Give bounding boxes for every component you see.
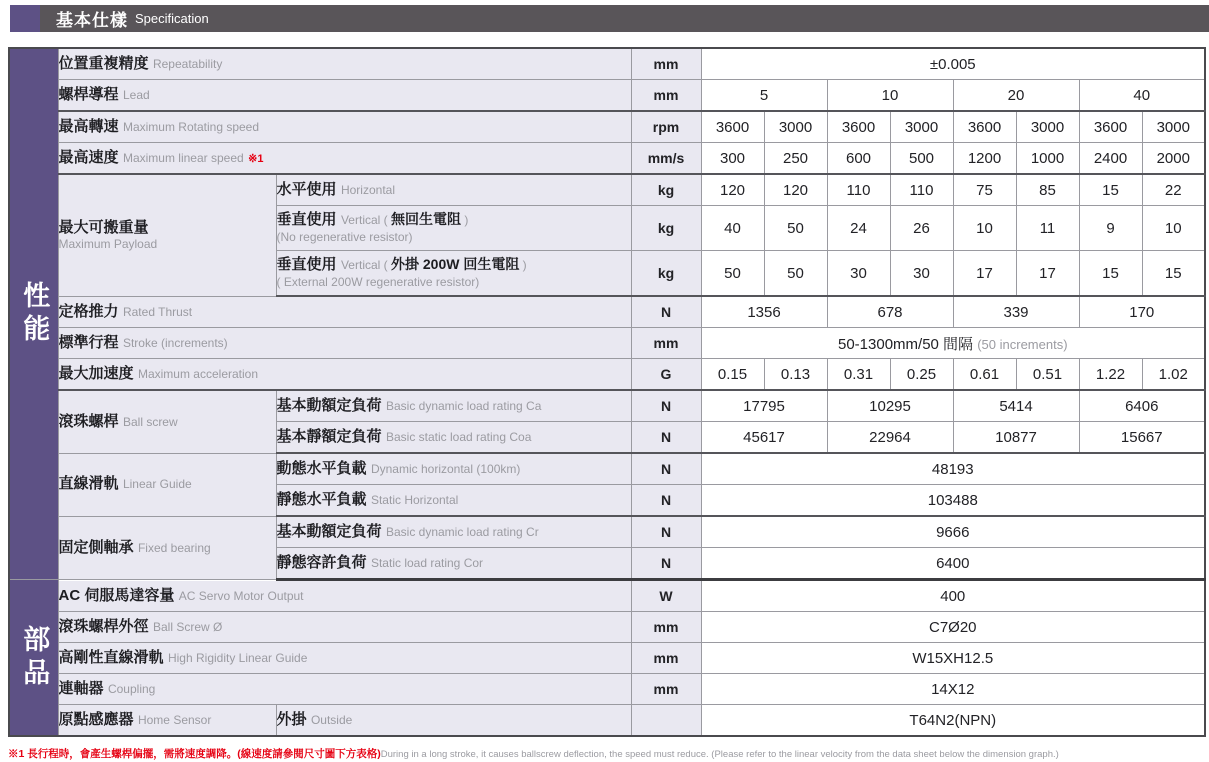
value-cell: 26: [890, 206, 953, 251]
row-max-linear-speed: [9, 143, 1205, 175]
value-cell: 40: [1079, 80, 1205, 112]
value-cell: 110: [890, 174, 953, 206]
value-cell: 40: [701, 206, 764, 251]
unit-cell: mm: [631, 328, 701, 359]
value-cell: 1.02: [1142, 359, 1205, 391]
sidebar-parts-label: 部品: [19, 624, 50, 691]
header-title-zh: 基本仕樣: [56, 11, 128, 30]
value-cell: 48193: [701, 453, 1205, 485]
row-home-sensor: [9, 705, 1205, 737]
value-cell: 120: [701, 174, 764, 206]
value-cell: C7Ø20: [701, 612, 1205, 643]
value-cell: 0.25: [890, 359, 953, 391]
sublabel-cell: 水平使用 Horizontal: [276, 174, 631, 206]
unit-cell: mm: [631, 612, 701, 643]
unit-cell: G: [631, 359, 701, 391]
value-cell: 11: [1016, 206, 1079, 251]
value-cell: 3600: [701, 111, 764, 143]
label-cell: 原點感應器 Home Sensor: [58, 705, 276, 737]
value-cell: 15: [1079, 251, 1142, 297]
row-rated-thrust: [9, 296, 1205, 328]
footnote-en: During in a long stroke, it causes ballscrew deflection, the speed must reduce. (Please refer to the linear velocity from the data sheet below the dimension graph.): [380, 749, 1059, 760]
unit-cell: mm: [631, 674, 701, 705]
row-fixed-bearing-dynamic: [9, 516, 1205, 548]
unit-cell: N: [631, 422, 701, 454]
sublabel-cell: 基本動額定負荷 Basic dynamic load rating Ca: [276, 390, 631, 422]
value-cell: 6400: [701, 548, 1205, 580]
row-coupling: [9, 674, 1205, 705]
value-cell: 10877: [953, 422, 1079, 454]
value-cell: 45617: [701, 422, 827, 454]
group-label-fixed-bearing: 固定側軸承 Fixed bearing: [58, 516, 276, 580]
value-cell: 0.51: [1016, 359, 1079, 391]
row-stroke: [9, 328, 1205, 359]
unit-cell: N: [631, 548, 701, 580]
value-cell: 10: [1142, 206, 1205, 251]
label-cell: 標準行程 Stroke (increments): [58, 328, 631, 359]
sublabel-cell: 靜態水平負載 Static Horizontal: [276, 485, 631, 517]
value-cell: 170: [1079, 296, 1205, 328]
value-cell: 1200: [953, 143, 1016, 175]
value-cell: 500: [890, 143, 953, 175]
value-cell: 85: [1016, 174, 1079, 206]
unit-cell: mm: [631, 48, 701, 80]
sublabel-cell: 基本動額定負荷 Basic dynamic load rating Cr: [276, 516, 631, 548]
value-cell: 30: [890, 251, 953, 297]
value-cell: 6406: [1079, 390, 1205, 422]
label-cell: 最高轉速 Maximum Rotating speed: [58, 111, 631, 143]
spec-table: [8, 47, 1206, 737]
unit-cell: W: [631, 580, 701, 612]
sublabel-cell: 垂直使用 Vertical ( 無回生電阻 ) (No regenerative resistor): [276, 206, 631, 251]
value-cell: 2000: [1142, 143, 1205, 175]
value-cell: 20: [953, 80, 1079, 112]
label-cell: 位置重複精度 Repeatability: [58, 48, 631, 80]
footnote-marker: ※1: [248, 152, 264, 165]
label-cell: 螺桿導程 Lead: [58, 80, 631, 112]
label-cell: 最高速度 Maximum linear speed ※1: [58, 143, 631, 175]
value-cell: 678: [827, 296, 953, 328]
value-cell: 0.15: [701, 359, 764, 391]
sidebar-performance: [9, 48, 58, 580]
row-max-rotating-speed: [9, 111, 1205, 143]
value-cell: 22964: [827, 422, 953, 454]
label-cell: 滾珠螺桿外徑 Ball Screw Ø: [58, 612, 631, 643]
value-cell: 30: [827, 251, 890, 297]
value-cell: 0.61: [953, 359, 1016, 391]
sublabel-cell: 靜態容許負荷 Static load rating Cor: [276, 548, 631, 580]
row-lead: [9, 80, 1205, 112]
unit-cell: N: [631, 390, 701, 422]
value-cell: 9666: [701, 516, 1205, 548]
value-cell: 17795: [701, 390, 827, 422]
value-cell: 24: [827, 206, 890, 251]
row-servo-output: [9, 580, 1205, 612]
value-cell: 120: [764, 174, 827, 206]
sidebar-performance-label: 性能: [19, 281, 50, 347]
group-label-linear-guide: 直線滑軌 Linear Guide: [58, 453, 276, 516]
value-cell: 10: [827, 80, 953, 112]
unit-cell: N: [631, 453, 701, 485]
header-title-en: Specification: [135, 11, 209, 26]
unit-cell: kg: [631, 251, 701, 297]
unit-cell: mm: [631, 643, 701, 674]
value-cell: 1.22: [1079, 359, 1142, 391]
row-repeatability: [9, 48, 1205, 80]
value-cell: T64N2(NPN): [701, 705, 1205, 737]
unit-cell: N: [631, 516, 701, 548]
unit-cell: kg: [631, 206, 701, 251]
value-cell: 110: [827, 174, 890, 206]
value-cell: 15: [1142, 251, 1205, 297]
value-cell: 3000: [1142, 111, 1205, 143]
unit-cell: N: [631, 296, 701, 328]
footnote-zh: ※1 長行程時，會產生螺桿偏擺，需將速度調降。(線速度請參閱尺寸圖下方表格): [8, 748, 381, 760]
unit-cell: [631, 705, 701, 737]
row-payload-horizontal: [9, 174, 1205, 206]
value-cell: 50-1300mm/50 間隔 (50 increments): [701, 328, 1205, 359]
label-cell: 高剛性直線滑軌 High Rigidity Linear Guide: [58, 643, 631, 674]
value-cell: 15667: [1079, 422, 1205, 454]
sublabel-cell: 外掛 Outside: [276, 705, 631, 737]
value-cell: 103488: [701, 485, 1205, 517]
value-cell: 5: [701, 80, 827, 112]
value-cell: 3600: [1079, 111, 1142, 143]
sublabel-cell: 動態水平負載 Dynamic horizontal (100km): [276, 453, 631, 485]
value-cell: 3000: [1016, 111, 1079, 143]
value-cell: 1000: [1016, 143, 1079, 175]
row-linear-guide-dynamic: [9, 453, 1205, 485]
value-cell: 15: [1079, 174, 1142, 206]
label-cell: 最大加速度 Maximum acceleration: [58, 359, 631, 391]
row-ball-screw-dynamic: [9, 390, 1205, 422]
footnote: [8, 744, 1209, 762]
value-cell: 10295: [827, 390, 953, 422]
group-label-ball-screw: 滾珠螺桿 Ball screw: [58, 390, 276, 453]
value-cell: 22: [1142, 174, 1205, 206]
value-cell: 14X12: [701, 674, 1205, 705]
value-cell: 50: [701, 251, 764, 297]
sublabel-cell: 基本靜額定負荷 Basic static load rating Coa: [276, 422, 631, 454]
value-cell: 300: [701, 143, 764, 175]
label-cell: AC 伺服馬達容量 AC Servo Motor Output: [58, 580, 631, 612]
value-cell: 250: [764, 143, 827, 175]
value-cell: 10: [953, 206, 1016, 251]
sidebar-parts: [9, 580, 58, 737]
row-ball-screw-od: [9, 612, 1205, 643]
value-cell: 3600: [827, 111, 890, 143]
value-cell: 5414: [953, 390, 1079, 422]
unit-cell: mm: [631, 80, 701, 112]
value-cell: ±0.005: [701, 48, 1205, 80]
unit-cell: rpm: [631, 111, 701, 143]
value-cell: 0.13: [764, 359, 827, 391]
value-cell: 2400: [1079, 143, 1142, 175]
value-cell: 3600: [953, 111, 1016, 143]
value-cell: 600: [827, 143, 890, 175]
value-cell: 50: [764, 206, 827, 251]
value-cell: 3000: [890, 111, 953, 143]
unit-cell: kg: [631, 174, 701, 206]
value-cell: 9: [1079, 206, 1142, 251]
header-accent-square-icon: [10, 5, 40, 32]
value-cell: 339: [953, 296, 1079, 328]
row-max-acceleration: [9, 359, 1205, 391]
value-cell: W15XH12.5: [701, 643, 1205, 674]
sublabel-cell: 垂直使用 Vertical ( 外掛 200W 回生電阻 ) ( External 200W regenerative resistor): [276, 251, 631, 297]
value-cell: 400: [701, 580, 1205, 612]
value-cell: 17: [1016, 251, 1079, 297]
row-rigidity-guide: [9, 643, 1205, 674]
value-cell: 1356: [701, 296, 827, 328]
label-cell: 連軸器 Coupling: [58, 674, 631, 705]
label-cell: 定格推力 Rated Thrust: [58, 296, 631, 328]
value-cell: 3000: [764, 111, 827, 143]
group-label-payload: 最大可搬重量 Maximum Payload: [58, 174, 276, 296]
section-header-bar: [10, 5, 1209, 32]
value-cell: 75: [953, 174, 1016, 206]
value-cell: 0.31: [827, 359, 890, 391]
value-cell: 17: [953, 251, 1016, 297]
unit-cell: mm/s: [631, 143, 701, 175]
unit-cell: N: [631, 485, 701, 517]
value-cell: 50: [764, 251, 827, 297]
